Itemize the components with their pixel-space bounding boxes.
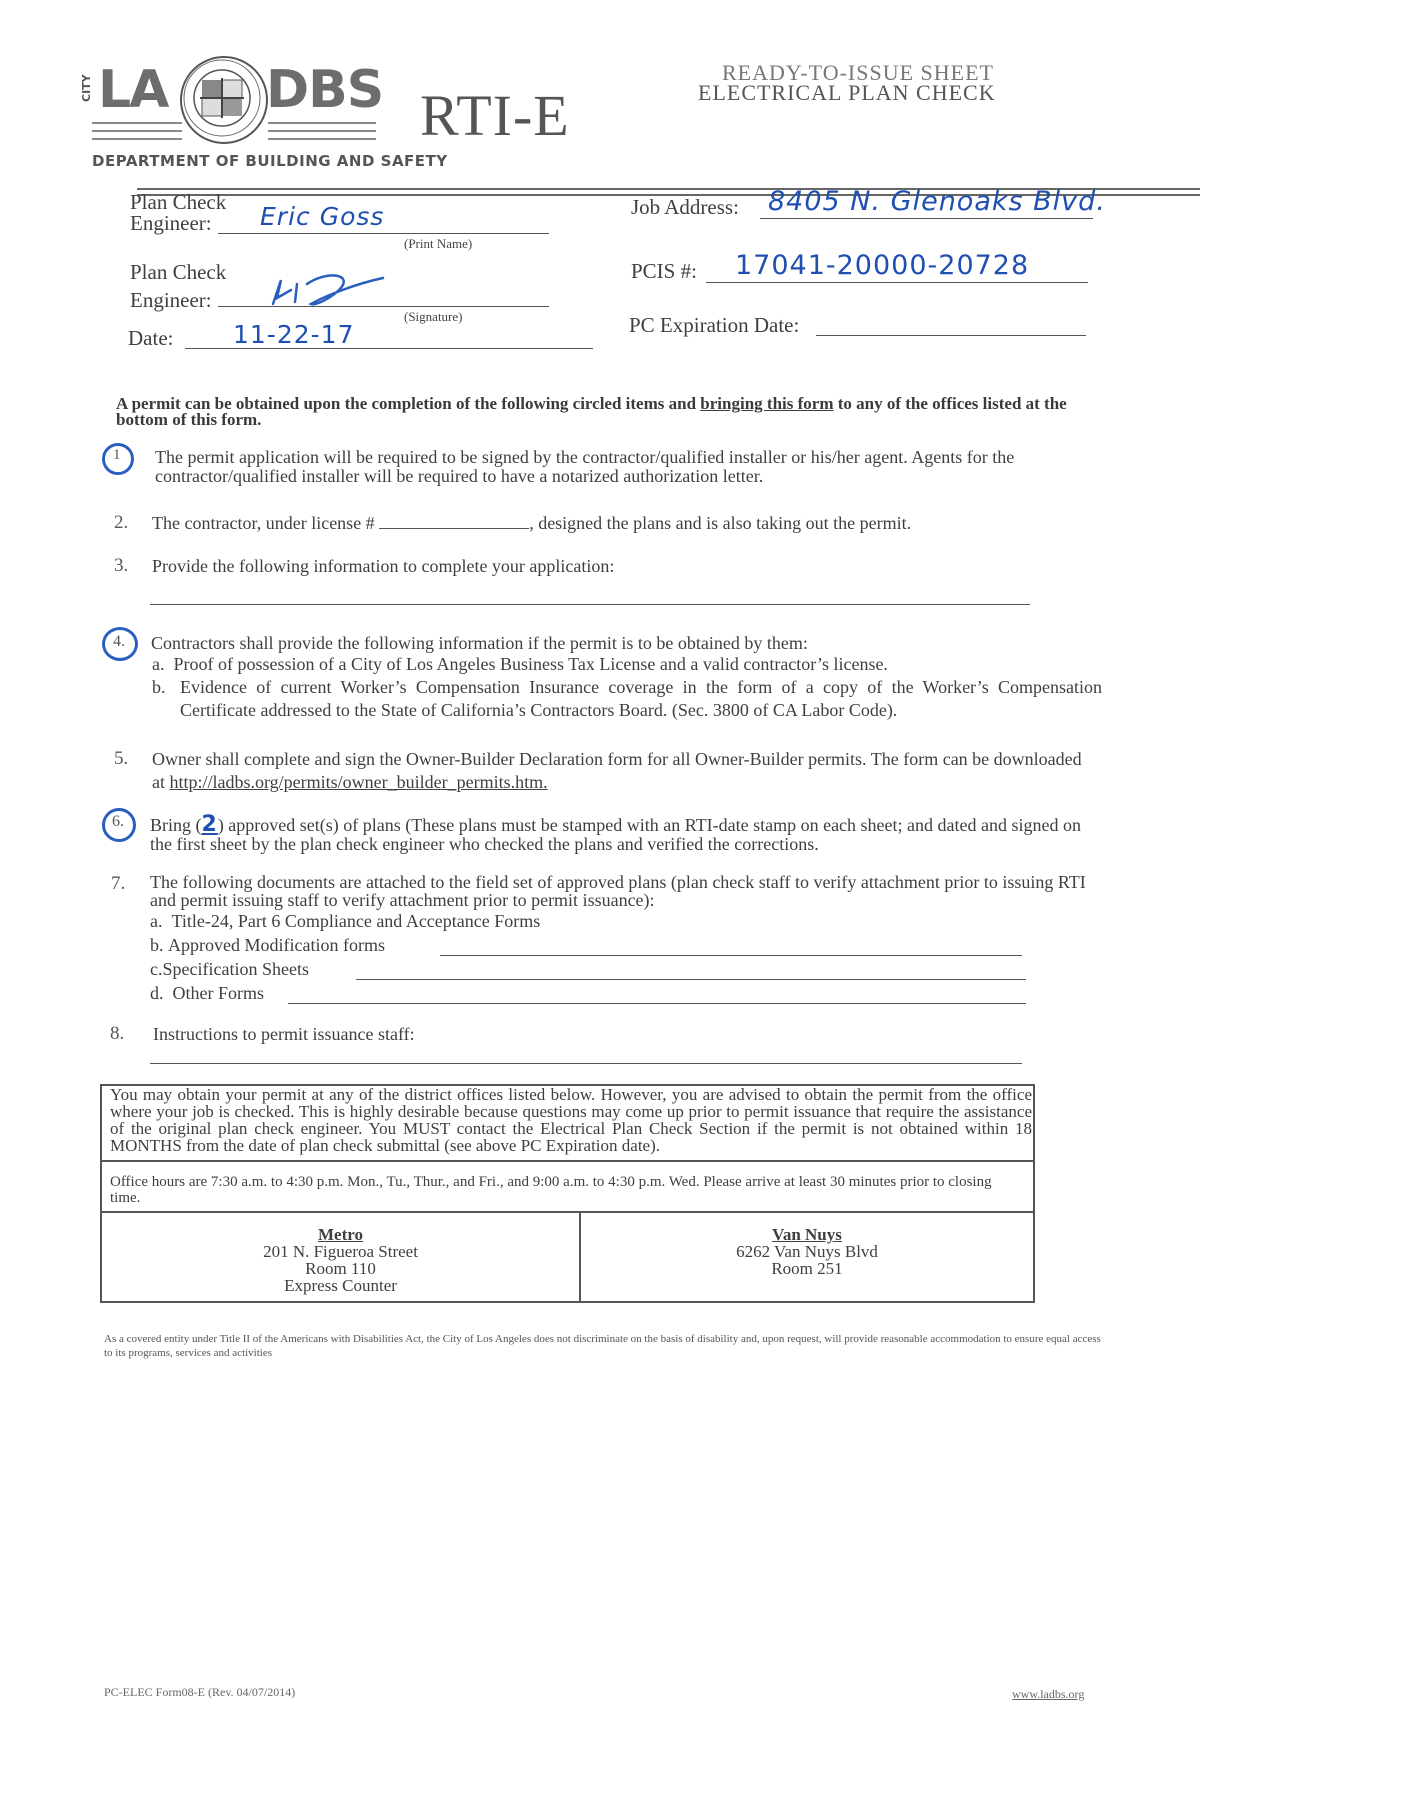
- item-4-text: Contractors shall provide the following information if the permit is to be obtained by them:: [151, 633, 808, 653]
- notice-box: [100, 1084, 1035, 1303]
- item-7d-field[interactable]: [288, 1003, 1026, 1004]
- engineer-signature-caption: (Signature): [404, 309, 463, 324]
- license-number-field[interactable]: [379, 514, 529, 529]
- form-revision-id: PC-ELEC Form08-E (Rev. 04/07/2014): [104, 1685, 296, 1699]
- item-4a: a. Proof of possession of a City of Los Angeles Business Tax License and a valid contractor’s license.: [152, 654, 888, 674]
- office-van-nuys: Van Nuys 6262 Van Nuys Blvd Room 251: [581, 1226, 1033, 1277]
- item-3-answer-line[interactable]: [150, 604, 1030, 605]
- item-6-text: Bring (2) approved set(s) of plans (These plans must be stamped with an RTI-date stamp on each sheet; and dated and signed on the first sheet by the plan check engineer who checked the plans and verified the corrections.: [150, 812, 1081, 854]
- engineer-name-caption: (Print Name): [404, 236, 473, 251]
- form-code: RTI-E: [420, 83, 570, 148]
- logo-department: DEPARTMENT OF BUILDING AND SAFETY: [92, 152, 448, 170]
- item-3-number: 3.: [114, 555, 129, 576]
- job-address-field[interactable]: 8405 N. Glenoaks Blvd.: [768, 186, 1106, 217]
- item-7b: b. Approved Modification forms: [150, 935, 385, 955]
- date-field[interactable]: 11-22-17: [233, 320, 355, 349]
- item-8-number: 8.: [110, 1023, 125, 1044]
- engineer-signature-field[interactable]: [255, 262, 385, 308]
- engineer-name-field[interactable]: Eric Goss: [260, 202, 385, 231]
- ladbs-website-link[interactable]: www.ladbs.org: [1012, 1687, 1085, 1701]
- office-metro: Metro 201 N. Figueroa Street Room 110 Express Counter: [102, 1226, 579, 1294]
- item-5-text: Owner shall complete and sign the Owner-Builder Declaration form for all Owner-Builder permits. The form can be downloaded at http://ladbs.org/permits/owner_builder_permits.htm.: [152, 749, 1082, 792]
- item-7b-field[interactable]: [440, 955, 1022, 956]
- date-label: Date:: [128, 326, 174, 350]
- job-address-label: Job Address:: [631, 195, 739, 219]
- engineer-signature-label: Plan Check Engineer:: [130, 260, 227, 312]
- item-3-text: Provide the following information to complete your application:: [152, 556, 615, 576]
- job-address-line: [760, 218, 1093, 219]
- owner-builder-link[interactable]: http://ladbs.org/permits/owner_builder_permits.htm.: [169, 772, 548, 792]
- item-4-number: 4.: [113, 633, 125, 650]
- item-1-text: The permit application will be required to be signed by the contractor/qualified installer or his/her agent. Agents for the contractor/qualified installer will be required to have a notarized authorization letter.: [155, 447, 1015, 486]
- intro-text: A permit can be obtained upon the completion of the following circled items and bringing this form to any of the offices listed at the bottom of this form.: [116, 394, 1067, 429]
- logo-dbs: DBS: [266, 60, 384, 120]
- form-title-line-2: ELECTRICAL PLAN CHECK: [698, 80, 996, 105]
- item-4b: b. Evidence of current Worker’s Compensation Insurance coverage in the form of a copy of the Worker’s Compensation Certificate addressed to the State of California’s Contractors Board. (Sec. 3800 of CA Labor Code).: [152, 677, 1102, 720]
- item-7c-field[interactable]: [356, 979, 1026, 980]
- item-8-answer-line[interactable]: [150, 1063, 1022, 1064]
- engineer-name-label: Plan Check Engineer:: [130, 190, 227, 235]
- item-2-text: The contractor, under license # , designed the plans and is also taking out the permit.: [152, 513, 912, 533]
- engineer-name-line: [218, 233, 549, 234]
- logo-right-stripes: [268, 122, 376, 140]
- office-hours: Office hours are 7:30 a.m. to 4:30 p.m. Mon., Tu., Thur., and Fri., and 9:00 a.m. to 4:30 p.m. Wed. Please arrive at least 30 minutes prior to closing time.: [110, 1174, 992, 1206]
- pc-expiration-field[interactable]: [820, 312, 1082, 334]
- item-7d: d. Other Forms: [150, 983, 264, 1003]
- notice-divider-1: [102, 1160, 1033, 1162]
- ladbs-logo: [80, 56, 448, 176]
- item-7-number: 7.: [111, 873, 126, 894]
- item-8-text: Instructions to permit issuance staff:: [153, 1024, 415, 1044]
- plan-sets-field[interactable]: 2: [201, 812, 218, 837]
- item-7a: a. Title-24, Part 6 Compliance and Acceptance Forms: [150, 911, 541, 931]
- pc-expiration-label: PC Expiration Date:: [629, 313, 800, 337]
- pcis-line: [706, 282, 1088, 283]
- city-seal-icon: [180, 56, 268, 144]
- item-2-number: 2.: [114, 512, 129, 533]
- logo-left-stripes: [92, 122, 182, 140]
- notice-divider-2: [102, 1211, 1033, 1213]
- form-title-line-1: READY-TO-ISSUE SHEET: [722, 60, 994, 85]
- item-5-number: 5.: [114, 748, 129, 769]
- notice-advice: You may obtain your permit at any of the district offices listed below. However, you are advised to obtain the permit from the office where your job is checked. This is highly desirable because questions may come up prior to permit issuance that require the assistance of the original plan check engineer. You MUST contact the Electrical Plan Check Section if the permit is not obtained within 18 MONTHS from the date of plan check submittal (see above PC Expiration date).: [110, 1085, 1032, 1155]
- office-metro-name: Metro: [318, 1225, 363, 1244]
- logo-la: LA: [98, 60, 168, 120]
- pcis-label: PCIS #:: [631, 259, 697, 283]
- item-6-number: 6.: [112, 813, 124, 830]
- logo-city-label: CITY: [80, 74, 93, 102]
- pc-expiration-line[interactable]: [816, 335, 1086, 336]
- item-1-number: 1: [113, 447, 121, 463]
- pcis-field[interactable]: 17041-20000-20728: [735, 250, 1030, 281]
- item-7-text: The following documents are attached to the field set of approved plans (plan check staff to verify attachment prior to issuing RTI and permit issuing staff to verify attachment prior to permit issuance):: [150, 872, 1086, 910]
- office-van-nuys-name: Van Nuys: [772, 1225, 842, 1244]
- item-7c: c.Specification Sheets: [150, 959, 309, 979]
- ada-notice: As a covered entity under Title II of the Americans with Disabilities Act, the City of Los Angeles does not discriminate on the basis of disability and, upon request, will provide reasonable accommodation to ensure equal access to its programs, services and activities: [104, 1333, 1101, 1359]
